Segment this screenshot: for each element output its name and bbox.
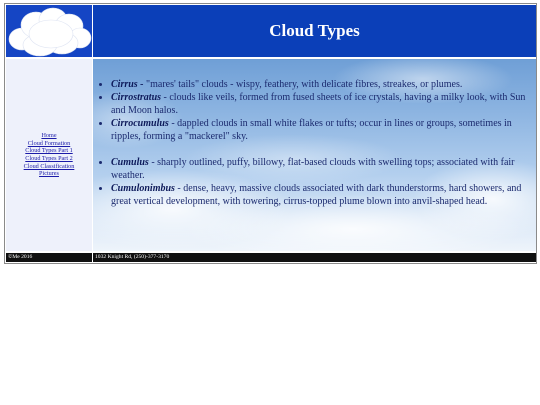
cloud-name: Cirrostratus xyxy=(111,92,162,103)
cloud-name: Cirrocumulus xyxy=(111,118,169,129)
cloud-types-list xyxy=(93,59,536,208)
nav-link-cloud-formation[interactable]: Cloud Formation xyxy=(27,139,71,147)
header xyxy=(93,5,536,57)
cloud-description: - clouds like veils, formed from fused sheets of ice crystals, having a milky look, with Sun and Moon halos. xyxy=(111,92,526,116)
list-item xyxy=(111,117,526,143)
nav-link-cloud-types-part-1[interactable]: Cloud Types Part 1 xyxy=(25,147,73,155)
footer-address: 1032 Knight Rd, (250)-377-3170 xyxy=(93,253,536,262)
list-item xyxy=(111,182,526,208)
nav-link-home[interactable]: Home xyxy=(41,132,57,140)
cloud-name: Cirrus - xyxy=(111,79,144,90)
logo-cell xyxy=(6,5,92,57)
cloud-description: - dappled clouds in small white flakes or tufts; occur in lines or groups, sometimes in ripples, forming a "mackerel" sky. xyxy=(111,118,512,142)
nav-link-cloud-types-part-2[interactable]: Cloud Types Part 2 xyxy=(25,155,73,162)
list-item xyxy=(111,156,526,182)
nav-link-pictures[interactable]: Pictures xyxy=(39,170,59,178)
sidebar-nav xyxy=(6,59,92,251)
list-item xyxy=(111,78,526,91)
cloud-logo-icon xyxy=(6,5,92,57)
footer-copyright: ©Me 2016 xyxy=(6,253,92,262)
list-item xyxy=(111,91,526,117)
nav-link-cloud-classification[interactable]: Cloud Classification xyxy=(23,162,75,170)
cloud-description: - dense, heavy, massive clouds associated with dark thunderstorms, hard showers, and great vertical development, with towering, cirrus-topped plume blown into anvil-shaped head. xyxy=(111,183,522,207)
main-content xyxy=(93,59,536,251)
cloud-description: - sharply outlined, puffy, billowy, flat-based clouds with swelling tops; associated with fair weather. xyxy=(111,157,515,181)
page-layout-table xyxy=(4,3,537,264)
cloud-description: "mares' tails" clouds - wispy, feathery, with delicate fibres, streakes, or plumes. xyxy=(143,79,463,90)
cloud-name: Cumulus xyxy=(111,157,149,168)
cloud-name: Cumulonimbus xyxy=(111,183,175,194)
page-title: Cloud Types xyxy=(269,21,360,40)
